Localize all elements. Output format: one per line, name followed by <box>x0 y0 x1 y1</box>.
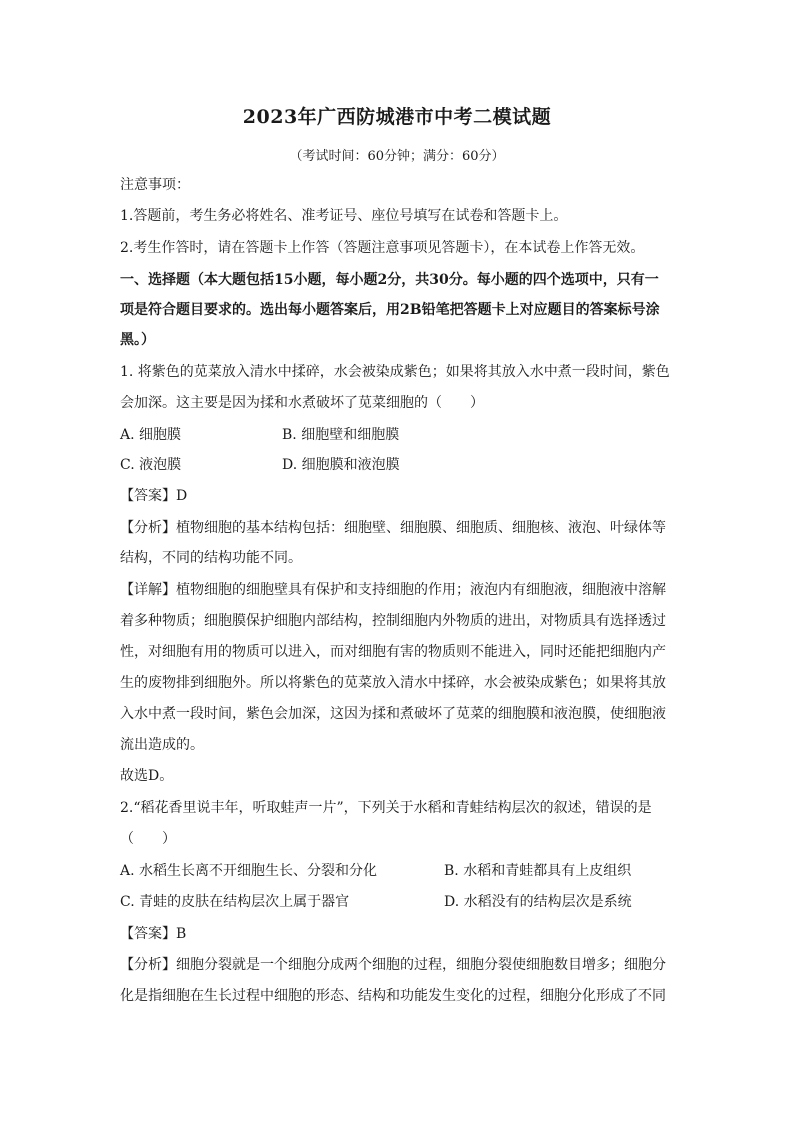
q2-option-d: D. 水稻没有的结构层次是系统 <box>444 894 632 910</box>
section-heading-line-1: 一、选择题（本大题包括15小题，每小题2分，共30分。每小题的四个选项中，只有一 <box>120 272 659 288</box>
q1-stem-line-1: 1. 将紫色的苋菜放入清水中揉碎，水会被染成紫色；如果将其放入水中煮一段时间，紫色 <box>120 364 670 380</box>
q1-option-a: A. 细胞膜 <box>120 427 182 443</box>
q1-conclusion: 故选D。 <box>120 768 174 784</box>
q1-stem-line-2: 会加深。这主要是因为揉和水煮破坏了苋菜细胞的（ ） <box>120 395 484 411</box>
q2-stem-line-2: （ ） <box>120 831 176 847</box>
q1-detail-line-3: 性，对细胞有用的物质可以进入，而对细胞有害的物质则不能进入，同时还能把细胞内产 <box>120 644 666 660</box>
notice-item-1: 1.答题前，考生务必将姓名、准考证号、座位号填写在试卷和答题卡上。 <box>120 208 568 224</box>
q1-analysis-line-1: 【分析】植物细胞的基本结构包括：细胞壁、细胞膜、细胞质、细胞核、液泡、叶绿体等 <box>120 520 666 536</box>
exam-info: （考试时间：60分钟；满分：60分） <box>289 149 505 164</box>
q1-detail-line-2: 着多种物质；细胞膜保护细胞内部结构，控制细胞内外物质的进出，对物质具有选择透过 <box>120 613 666 629</box>
page-title: 2023年广西防城港市中考二模试题 <box>242 106 552 128</box>
q2-option-a: A. 水稻生长离不开细胞生长、分裂和分化 <box>120 863 378 879</box>
q2-option-c: C. 青蛙的皮肤在结构层次上属于器官 <box>120 894 350 910</box>
q1-detail-line-1: 【详解】植物细胞的细胞壁具有保护和支持细胞的作用；液泡内有细胞液，细胞液中溶解 <box>120 582 666 598</box>
q1-analysis-line-2: 结构，不同的结构功能不同。 <box>120 550 302 566</box>
q1-option-c: C. 液泡膜 <box>120 457 182 473</box>
q2-option-b: B. 水稻和青蛙都具有上皮组织 <box>444 863 632 879</box>
q2-analysis-line-1: 【分析】细胞分裂就是一个细胞分成两个细胞的过程，细胞分裂使细胞数目增多；细胞分 <box>120 957 666 973</box>
q1-detail-line-4: 生的废物排到细胞外。所以将紫色的苋菜放入清水中揉碎，水会被染成紫色；如果将其放 <box>120 675 666 691</box>
q1-option-d: D. 细胞膜和液泡膜 <box>282 457 400 473</box>
q2-stem-line-1: 2.“稻花香里说丰年，听取蛙声一片”，下列关于水稻和青蛙结构层次的叙述，错误的是 <box>120 800 652 816</box>
q1-detail-line-6: 流出造成的。 <box>120 737 204 753</box>
section-heading-line-2: 项是符合题目要求的。选出每小题答案后，用2B铅笔把答题卡上对应题目的答案标号涂 <box>120 302 660 318</box>
notice-item-2: 2.考生作答时，请在答题卡上作答（答题注意事项见答题卡），在本试卷上作答无效。 <box>120 240 645 256</box>
q1-answer: 【答案】D <box>120 488 188 504</box>
q1-option-b: B. 细胞壁和细胞膜 <box>282 427 400 443</box>
q1-detail-line-5: 入水中煮一段时间，紫色会加深，这因为揉和煮破坏了苋菜的细胞膜和液泡膜，使细胞液 <box>120 706 666 722</box>
q2-answer: 【答案】B <box>120 926 187 942</box>
q2-analysis-line-2: 化是指细胞在生长过程中细胞的形态、结构和功能发生变化的过程，细胞分化形成了不同 <box>120 988 666 1004</box>
notice-heading: 注意事项： <box>120 177 190 193</box>
section-heading-line-3: 黑。） <box>120 332 155 348</box>
